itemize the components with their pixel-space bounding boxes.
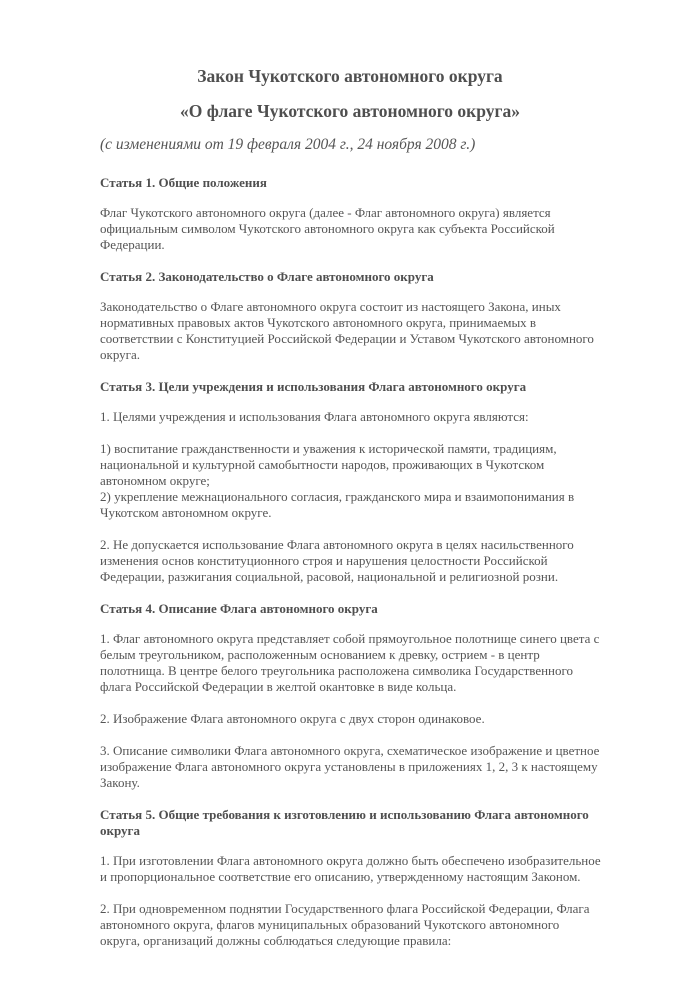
- heading-line: округа: [100, 823, 140, 838]
- article-paragraph: [100, 299, 655, 363]
- document-body: [100, 175, 655, 965]
- paragraph-line: автономного округа, флагов муниципальных образований Чукотского автономного: [100, 917, 560, 932]
- heading-line: Статья 5. Общие требования к изготовлению и использованию Флага автономного: [100, 807, 589, 822]
- article-heading: [100, 379, 655, 395]
- article-heading: [100, 807, 655, 839]
- paragraph-line: Закону.: [100, 775, 140, 790]
- paragraph-line: 1) воспитание гражданственности и уважения к исторической памяти, традициям,: [100, 441, 557, 456]
- paragraph-line: белым треугольником, расположенным основанием к древку, острием - в центр: [100, 647, 540, 662]
- paragraph-line: округа.: [100, 347, 140, 362]
- paragraph-line: соответствии с Конституцией Российской Федерации и Уставом Чукотского автономного: [100, 331, 594, 346]
- paragraph-line: Флаг Чукотского автономного округа (далее - Флаг автономного округа) является: [100, 205, 551, 220]
- paragraph-line: Чукотском автономном округе.: [100, 505, 272, 520]
- article-paragraph: [100, 901, 655, 949]
- paragraph-line: 1. При изготовлении Флага автономного округа должно быть обеспечено изобразительное: [100, 853, 601, 868]
- article-paragraph: [100, 853, 655, 885]
- paragraph-line: округа, организаций должны соблюдаться следующие правила:: [100, 933, 452, 948]
- article-paragraph: [100, 205, 655, 253]
- paragraph-line: 1. Флаг автономного округа представляет собой прямоугольное полотнище синего цвета с: [100, 631, 600, 646]
- paragraph-line: изменения основ конституционного строя и нарушения целостности Российской: [100, 553, 548, 568]
- paragraph-line: и пропорциональное соответствие его описанию, утвержденному настоящим Законом.: [100, 869, 581, 884]
- paragraph-line: полотнища. В центре белого треугольника расположена символика Государственного: [100, 663, 574, 678]
- article-paragraph: [100, 409, 655, 425]
- paragraph-line: автономном округе;: [100, 473, 210, 488]
- article-heading: [100, 269, 655, 285]
- article-paragraph: [100, 743, 655, 791]
- paragraph-line: изображение Флага автономного округа установлены в приложениях 1, 2, 3 к настоящему: [100, 759, 598, 774]
- paragraph-line: официальным символом Чукотского автономного округа как субъекта Российской: [100, 221, 555, 236]
- article-heading: [100, 175, 655, 191]
- article-paragraph: [100, 711, 655, 727]
- heading-line: Статья 1. Общие положения: [100, 175, 267, 190]
- paragraph-line: Федерации, разжигания социальной, расовой, национальной и религиозной розни.: [100, 569, 559, 584]
- heading-line: Статья 2. Законодательство о Флаге автономного округа: [100, 269, 434, 284]
- paragraph-line: 2. Изображение Флага автономного округа с двух сторон одинаковое.: [100, 711, 485, 726]
- article-paragraph: [100, 441, 655, 521]
- paragraph-line: 2. Не допускается использование Флага автономного округа в целях насильственного: [100, 537, 574, 552]
- paragraph-line: 2) укрепление межнационального согласия, гражданского мира и взаимопонимания в: [100, 489, 575, 504]
- document-title: Закон Чукотского автономного округа: [197, 66, 503, 86]
- heading-line: Статья 3. Цели учреждения и использования Флага автономного округа: [100, 379, 527, 394]
- paragraph-line: 1. Целями учреждения и использования Флага автономного округа являются:: [100, 409, 529, 424]
- article-heading: [100, 601, 655, 617]
- paragraph-line: 3. Описание символики Флага автономного округа, схематическое изображение и цветное: [100, 743, 600, 758]
- paragraph-line: Федерации.: [100, 237, 165, 252]
- paragraph-line: Законодательство о Флаге автономного округа состоит из настоящего Закона, иных: [100, 299, 561, 314]
- document-subtitle: «О флаге Чукотского автономного округа»: [180, 101, 520, 121]
- article-paragraph: [100, 631, 655, 695]
- paragraph-line: нормативных правовых актов Чукотского автономного округа, принимаемых в: [100, 315, 537, 330]
- amendments-note: (с изменениями от 19 февраля 2004 г., 24 ноября 2008 г.): [100, 136, 476, 153]
- paragraph-line: 2. При одновременном поднятии Государственного флага Российской Федерации, Флага: [100, 901, 590, 916]
- article-paragraph: [100, 537, 655, 585]
- paragraph-line: национальной и культурной самобытности народов, проживающих в Чукотском: [100, 457, 545, 472]
- heading-line: Статья 4. Описание Флага автономного округа: [100, 601, 378, 616]
- paragraph-line: флага Российской Федерации в желтой окантовке в виде кольца.: [100, 679, 457, 694]
